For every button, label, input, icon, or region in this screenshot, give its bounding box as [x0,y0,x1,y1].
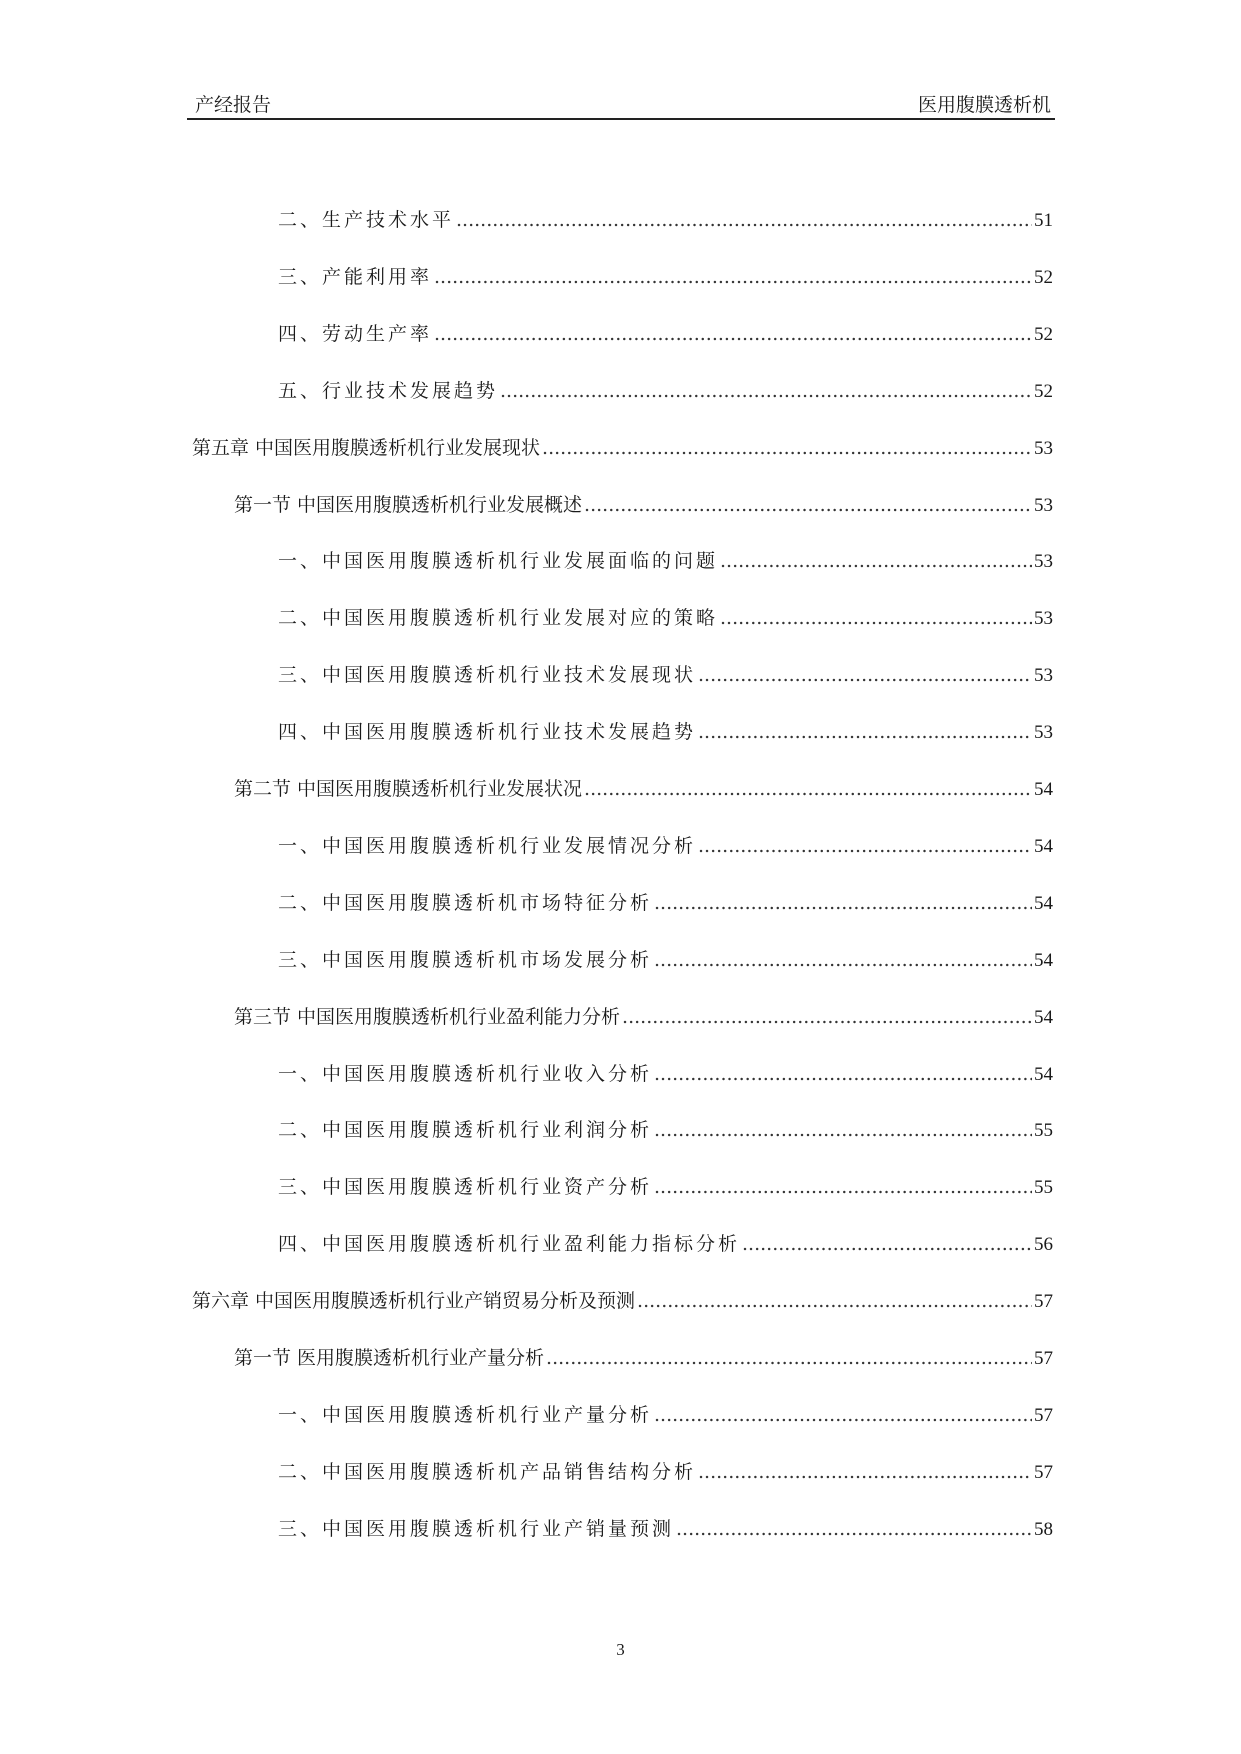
toc-entry-page-number: 58 [1034,1519,1053,1540]
toc-entry-title: 第五章 中国医用腹膜透析机行业发展现状 [192,437,541,459]
toc-entry-item[interactable] [278,831,1053,861]
toc-dot-leader [720,550,1032,572]
toc-entry-page-number: 53 [1034,608,1053,629]
toc-entry-title: 二、中国医用腹膜透析机行业发展对应的策略 [278,607,719,629]
toc-entry-page-number: 54 [1034,836,1053,857]
toc-entry-page-number: 55 [1034,1177,1053,1198]
toc-entry-page-number: 52 [1034,267,1053,288]
toc-dot-leader [637,1290,1032,1312]
toc-entry-page-number: 57 [1034,1348,1053,1369]
toc-dot-leader [654,892,1032,914]
toc-entry-title: 二、中国医用腹膜透析机产品销售结构分析 [278,1461,697,1483]
toc-entry-page-number: 53 [1034,438,1053,459]
header-report-label: 产经报告 [195,94,272,116]
toc-entry-section[interactable] [234,490,1053,520]
toc-dot-leader [654,1063,1032,1085]
toc-entry-page-number: 57 [1034,1405,1053,1426]
toc-dot-leader [698,664,1032,686]
toc-dot-leader [654,1119,1032,1141]
toc-entry-title: 三、中国医用腹膜透析机行业资产分析 [278,1176,653,1198]
toc-entry-page-number: 55 [1034,1120,1053,1141]
toc-entry-page-number: 53 [1034,722,1053,743]
toc-entry-title: 三、中国医用腹膜透析机行业技术发展现状 [278,664,697,686]
toc-entry-item[interactable] [278,717,1053,747]
toc-entry-page-number: 54 [1034,893,1053,914]
toc-dot-leader [676,1518,1032,1540]
toc-entry-title: 一、中国医用腹膜透析机行业收入分析 [278,1063,653,1085]
toc-dot-leader [434,323,1032,345]
page-number: 3 [616,1640,625,1659]
toc-dot-leader [546,1347,1032,1369]
toc-dot-leader [542,437,1032,459]
toc-entry-page-number: 57 [1034,1462,1053,1483]
toc-entry-page-number: 56 [1034,1234,1053,1255]
toc-entry-title: 三、中国医用腹膜透析机行业产销量预测 [278,1518,675,1540]
toc-entry-page-number: 52 [1034,381,1053,402]
toc-entry-title: 第六章 中国医用腹膜透析机行业产销贸易分析及预测 [192,1290,636,1312]
toc-entry-title: 四、中国医用腹膜透析机行业盈利能力指标分析 [278,1233,741,1255]
page-header [187,88,1055,120]
toc-entry-page-number: 54 [1034,779,1053,800]
toc-entry-title: 第三节 中国医用腹膜透析机行业盈利能力分析 [234,1006,621,1028]
toc-entry-item[interactable] [278,603,1053,633]
toc-entry-page-number: 53 [1034,665,1053,686]
toc-dot-leader [584,778,1032,800]
toc-entry-item[interactable] [278,888,1053,918]
toc-entry-title: 三、产能利用率 [278,266,433,288]
toc-entry-title: 四、劳动生产率 [278,323,433,345]
toc-entry-title: 二、中国医用腹膜透析机市场特征分析 [278,892,653,914]
toc-entry-title: 第二节 中国医用腹膜透析机行业发展状况 [234,778,583,800]
toc-entry-item[interactable] [278,1514,1053,1544]
toc-dot-leader [584,494,1032,516]
toc-entry-item[interactable] [278,1115,1053,1145]
toc-entry-chapter[interactable] [192,433,1053,463]
toc-entry-item[interactable] [278,546,1053,576]
toc-entry-title: 二、生产技术水平 [278,209,455,231]
toc-entry-item[interactable] [278,262,1053,292]
toc-entry-item[interactable] [278,376,1053,406]
toc-entry-title: 五、行业技术发展趋势 [278,380,499,402]
toc-entry-item[interactable] [278,1400,1053,1430]
toc-entry-section[interactable] [234,774,1053,804]
toc-dot-leader [698,835,1032,857]
toc-entry-title: 二、中国医用腹膜透析机行业利润分析 [278,1119,653,1141]
header-report-title: 医用腹膜透析机 [917,94,1051,116]
toc-dot-leader [456,209,1032,231]
toc-dot-leader [720,607,1032,629]
toc-dot-leader [434,266,1032,288]
toc-entry-item[interactable] [278,1457,1053,1487]
toc-entry-item[interactable] [278,1229,1053,1259]
toc-entry-section[interactable] [234,1343,1053,1373]
toc-entry-item[interactable] [278,205,1053,235]
toc-entry-title: 一、中国医用腹膜透析机行业产量分析 [278,1404,653,1426]
toc-entry-page-number: 54 [1034,1064,1053,1085]
toc-dot-leader [742,1233,1032,1255]
toc-dot-leader [654,949,1032,971]
toc-entry-page-number: 52 [1034,324,1053,345]
toc-entry-item[interactable] [278,1059,1053,1089]
toc-dot-leader [654,1404,1032,1426]
toc-dot-leader [698,721,1032,743]
toc-dot-leader [654,1176,1032,1198]
toc-entry-item[interactable] [278,660,1053,690]
toc-dot-leader [500,380,1032,402]
toc-entry-title: 一、中国医用腹膜透析机行业发展情况分析 [278,835,697,857]
toc-entry-page-number: 51 [1034,210,1053,231]
toc-entry-item[interactable] [278,945,1053,975]
toc-dot-leader [622,1006,1032,1028]
toc-entry-title: 第一节 医用腹膜透析机行业产量分析 [234,1347,545,1369]
toc-entry-title: 一、中国医用腹膜透析机行业发展面临的问题 [278,550,719,572]
toc-entry-page-number: 54 [1034,950,1053,971]
toc-entry-page-number: 54 [1034,1007,1053,1028]
toc-entry-page-number: 57 [1034,1291,1053,1312]
toc-dot-leader [698,1461,1032,1483]
toc-entry-title: 三、中国医用腹膜透析机市场发展分析 [278,949,653,971]
toc-entry-chapter[interactable] [192,1286,1053,1316]
toc-entry-item[interactable] [278,1172,1053,1202]
toc-entry-title: 第一节 中国医用腹膜透析机行业发展概述 [234,494,583,516]
toc-entry-page-number: 53 [1034,495,1053,516]
toc-entry-page-number: 53 [1034,551,1053,572]
toc-entry-section[interactable] [234,1002,1053,1032]
toc-entry-item[interactable] [278,319,1053,349]
toc-entry-title: 四、中国医用腹膜透析机行业技术发展趋势 [278,721,697,743]
